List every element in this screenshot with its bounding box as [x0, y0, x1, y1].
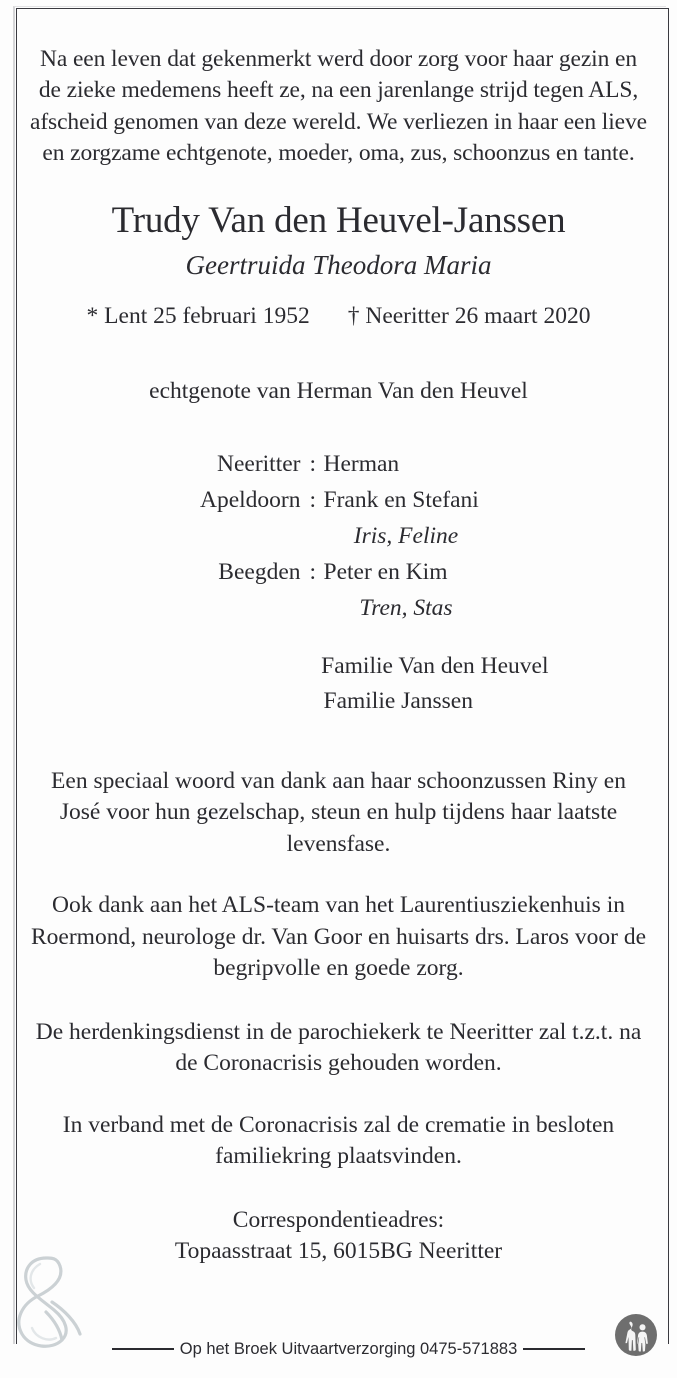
correspondence-address: Topaasstraat 15, 6015BG Neeritter: [174, 1238, 503, 1265]
family-colon: :: [309, 559, 317, 586]
correspondence-label: Correspondentieadres:: [232, 1206, 445, 1233]
intro-paragraph: Na een leven dat gekenmerkt werd door zorg voor haar gezin en de zieke medemens heeft ze, na een jarenlange strijd tegen ALS, afscheid genomen van deze wereld. We verliezen in haar een lieve en zorgzame echtgenote, moeder, oma, zus, schoonzus en tante.: [30, 46, 647, 166]
footer-rule-right: [523, 1348, 585, 1350]
spouse-line: echtgenote van Herman Van den Heuvel: [149, 378, 528, 405]
service-paragraph: De herdenkingsdienst in de parochiekerk te Neeritter zal t.z.t. na de Coronacrisis gehouden worden.: [35, 1018, 642, 1077]
deceased-name: Trudy Van den Heuvel-Janssen: [111, 200, 566, 241]
footer-rule-left: [112, 1348, 174, 1350]
family-surname-row: [129, 684, 549, 719]
family-row: [129, 447, 549, 483]
family-row: [129, 483, 549, 519]
family-names: Frank en Stefani: [323, 487, 479, 514]
family-place: Apeldoorn: [199, 487, 301, 514]
family-surname: Familie Janssen: [323, 688, 473, 715]
funeral-home-credit: Op het Broek Uitvaartverzorging 0475-571883: [179, 1339, 518, 1358]
footer-bar: [0, 1334, 677, 1364]
death-date: † Neeritter 26 maart 2020: [347, 303, 591, 330]
family-place: Beegden: [218, 559, 301, 586]
grandchildren-row: [129, 591, 549, 627]
family-row: [129, 555, 549, 591]
correspondence-block: [30, 1205, 647, 1268]
birth-date: * Lent 25 februari 1952: [86, 303, 310, 330]
grandchildren-names: Iris, Feline: [353, 523, 459, 550]
family-names: Herman: [323, 451, 400, 478]
family-colon: :: [309, 451, 317, 478]
life-dates: [30, 302, 647, 330]
family-surname-row: [129, 649, 549, 684]
family-surname: Familie Van den Heuvel: [321, 653, 549, 680]
family-names: Peter en Kim: [323, 559, 448, 586]
family-place: Neeritter: [216, 451, 301, 478]
family-list: [30, 447, 647, 719]
family-colon: :: [309, 487, 317, 514]
cremation-paragraph: In verband met de Coronacrisis zal de crematie in besloten familiekring plaatsvinden.: [62, 1111, 615, 1170]
grandchildren-names: Tren, Stas: [359, 595, 453, 622]
thanks-sisters-paragraph: Een speciaal woord van dank aan haar schoonzussen Riny en José voor hun gezelschap, steun en hulp tijdens haar laatste levensfase.: [51, 767, 626, 857]
grandchildren-row: [129, 519, 549, 555]
deceased-full-name: Geertruida Theodora Maria: [185, 249, 492, 280]
thanks-hospital-paragraph: Ook dank aan het ALS-team van het Laurentiusziekenhuis in Roermond, neurologe dr. Van Goor en huisarts drs. Laros voor de begripvolle en goede zorg.: [30, 892, 647, 982]
